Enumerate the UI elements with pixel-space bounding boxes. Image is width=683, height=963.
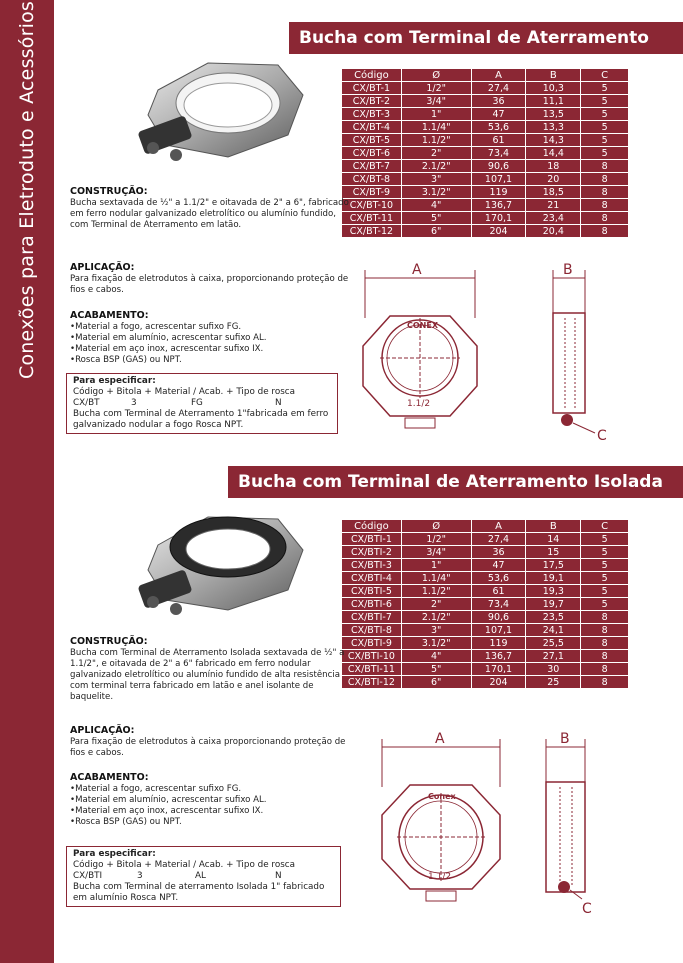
table-cell: 204 bbox=[471, 676, 526, 689]
table-cell: 5 bbox=[581, 147, 629, 160]
table-cell: 5 bbox=[581, 82, 629, 95]
table-cell: 8 bbox=[581, 199, 629, 212]
table-cell: 5 bbox=[581, 533, 629, 546]
aplicacao-text: Para fixação de eletrodutos à caixa proporcionando proteção de fios e cabos. bbox=[70, 737, 346, 758]
table-cell: 107,1 bbox=[471, 624, 526, 637]
table-cell: CX/BT-3 bbox=[342, 108, 402, 121]
table-cell: 6" bbox=[401, 676, 471, 689]
section1-especificar-box bbox=[66, 373, 338, 434]
section2-especificar-box bbox=[66, 846, 341, 907]
example-rosca: N bbox=[275, 871, 282, 881]
especificar-description: Bucha com Terminal de Aterramento 1"fabricada em ferro galvanizado nodular a fogo Rosca NPT. bbox=[73, 409, 329, 430]
table-cell: CX/BT-5 bbox=[342, 134, 402, 147]
table-cell: 3.1/2" bbox=[401, 637, 471, 650]
table-cell: 3/4" bbox=[401, 95, 471, 108]
table-cell: 8 bbox=[581, 225, 629, 238]
table-cell: 20,4 bbox=[526, 225, 581, 238]
table-cell: CX/BT-4 bbox=[342, 121, 402, 134]
table-cell: CX/BT-1 bbox=[342, 82, 402, 95]
table-cell: 2" bbox=[401, 598, 471, 611]
section1-title: Bucha com Terminal de Aterramento bbox=[299, 28, 649, 48]
table-row bbox=[342, 559, 629, 572]
table-cell: 53,6 bbox=[471, 572, 526, 585]
table-cell: 27,4 bbox=[471, 533, 526, 546]
table-cell: 3" bbox=[401, 624, 471, 637]
table-cell: 27,4 bbox=[471, 82, 526, 95]
sidebar-title: Conexões para Eletroduto e Acessórios bbox=[16, 0, 38, 380]
product-photo-bucha bbox=[118, 55, 318, 175]
table-cell: 3" bbox=[401, 173, 471, 186]
table-cell: 1" bbox=[401, 559, 471, 572]
table-cell: 119 bbox=[471, 186, 526, 199]
table-cell: 107,1 bbox=[471, 173, 526, 186]
table-cell: CX/BT-7 bbox=[342, 160, 402, 173]
list-item: • Material a fogo, acrescentar sufixo FG. bbox=[70, 784, 350, 795]
table-cell: 17,5 bbox=[526, 559, 581, 572]
col-header: B bbox=[526, 69, 581, 82]
table-cell: 18 bbox=[526, 160, 581, 173]
table-cell: 5 bbox=[581, 95, 629, 108]
table-cell: 5 bbox=[581, 598, 629, 611]
table-row bbox=[342, 225, 629, 238]
list-item: • Material em alumínio, acrescentar sufixo AL. bbox=[70, 333, 350, 344]
table-cell: 13,3 bbox=[526, 121, 581, 134]
table-cell: 8 bbox=[581, 637, 629, 650]
section1-construcao bbox=[70, 186, 350, 231]
table-cell: CX/BT-6 bbox=[342, 147, 402, 160]
table-row bbox=[342, 82, 629, 95]
table-cell: 204 bbox=[471, 225, 526, 238]
acabamento-heading: ACABAMENTO: bbox=[70, 310, 149, 321]
table-cell: 10,3 bbox=[526, 82, 581, 95]
section2-title: Bucha com Terminal de Aterramento Isolada bbox=[238, 472, 663, 492]
especificar-labels: Código + Bitola + Material / Acab. + Tipo de rosca bbox=[73, 860, 296, 870]
size-label: 1.1/2 bbox=[407, 399, 431, 409]
table-row bbox=[342, 598, 629, 611]
table-cell: 21 bbox=[526, 199, 581, 212]
table-cell: 61 bbox=[471, 585, 526, 598]
list-item: • Material em aço inox, acrescentar sufixo IX. bbox=[70, 344, 350, 355]
table-row bbox=[342, 611, 629, 624]
table-cell: 73,4 bbox=[471, 147, 526, 160]
table-cell: 14,3 bbox=[526, 134, 581, 147]
table-cell: 2" bbox=[401, 147, 471, 160]
table-cell: CX/BT-8 bbox=[342, 173, 402, 186]
example-bitola: 3 bbox=[137, 871, 143, 881]
table-cell: 3/4" bbox=[401, 546, 471, 559]
table-cell: CX/BTI-9 bbox=[342, 637, 402, 650]
table-cell: 1.1/4" bbox=[401, 121, 471, 134]
table-cell: CX/BTI-4 bbox=[342, 572, 402, 585]
table-cell: 8 bbox=[581, 650, 629, 663]
table-cell: 8 bbox=[581, 160, 629, 173]
table-row bbox=[342, 186, 629, 199]
table-row bbox=[342, 572, 629, 585]
table-cell: 53,6 bbox=[471, 121, 526, 134]
table-cell: 15 bbox=[526, 546, 581, 559]
table-cell: CX/BT-2 bbox=[342, 95, 402, 108]
section1-technical-drawing bbox=[345, 258, 635, 453]
table-cell: 5" bbox=[401, 663, 471, 676]
table-row bbox=[342, 663, 629, 676]
dim-label-a: A bbox=[435, 731, 445, 747]
table-cell: CX/BT-9 bbox=[342, 186, 402, 199]
size-label: 1.1/2 bbox=[428, 872, 452, 882]
table-cell: CX/BTI-2 bbox=[342, 546, 402, 559]
table-cell: 4" bbox=[401, 650, 471, 663]
table-row bbox=[342, 173, 629, 186]
sidebar bbox=[0, 0, 54, 963]
table-header-row bbox=[342, 69, 629, 82]
table-cell: 13,5 bbox=[526, 108, 581, 121]
table-cell: 1.1/2" bbox=[401, 134, 471, 147]
table-cell: 47 bbox=[471, 108, 526, 121]
table-cell: 5" bbox=[401, 212, 471, 225]
table-cell: 20 bbox=[526, 173, 581, 186]
list-item: • Material em aço inox, acrescentar sufixo IX. bbox=[70, 806, 350, 817]
example-material: AL bbox=[195, 871, 206, 881]
table-cell: 90,6 bbox=[471, 611, 526, 624]
section2-title-banner bbox=[228, 466, 683, 498]
example-bitola: 3 bbox=[131, 398, 137, 408]
table-cell: 1/2" bbox=[401, 533, 471, 546]
product-photo-bucha-isolada bbox=[118, 505, 318, 625]
section2-aplicacao bbox=[70, 725, 350, 759]
table-row bbox=[342, 546, 629, 559]
table-cell: CX/BTI-5 bbox=[342, 585, 402, 598]
table-cell: 30 bbox=[526, 663, 581, 676]
table-cell: CX/BTI-6 bbox=[342, 598, 402, 611]
col-header: Ø bbox=[401, 520, 471, 533]
table-cell: 23,4 bbox=[526, 212, 581, 225]
table-header-row bbox=[342, 520, 629, 533]
table-row bbox=[342, 676, 629, 689]
acabamento-heading: ACABAMENTO: bbox=[70, 772, 149, 783]
table-cell: 19,7 bbox=[526, 598, 581, 611]
table-cell: CX/BTI-7 bbox=[342, 611, 402, 624]
table-row bbox=[342, 108, 629, 121]
table-row bbox=[342, 160, 629, 173]
dim-label-a: A bbox=[412, 262, 422, 278]
table-cell: CX/BTI-3 bbox=[342, 559, 402, 572]
table-cell: CX/BTI-8 bbox=[342, 624, 402, 637]
table-row bbox=[342, 585, 629, 598]
table-row bbox=[342, 121, 629, 134]
table-cell: 14,4 bbox=[526, 147, 581, 160]
dim-label-c: C bbox=[582, 901, 592, 917]
table-cell: 1" bbox=[401, 108, 471, 121]
table-cell: 8 bbox=[581, 186, 629, 199]
table-row bbox=[342, 147, 629, 160]
table-row bbox=[342, 637, 629, 650]
dim-label-c: C bbox=[597, 428, 607, 444]
section2-technical-drawing bbox=[350, 727, 640, 927]
table-cell: CX/BTI-11 bbox=[342, 663, 402, 676]
especificar-title: Para especificar: bbox=[73, 849, 156, 859]
table-cell: 170,1 bbox=[471, 212, 526, 225]
table-cell: 25,5 bbox=[526, 637, 581, 650]
table-cell: 19,3 bbox=[526, 585, 581, 598]
table-cell: 23,5 bbox=[526, 611, 581, 624]
aplicacao-heading: APLICAÇÃO: bbox=[70, 262, 135, 273]
table-cell: 8 bbox=[581, 624, 629, 637]
table-cell: 36 bbox=[471, 95, 526, 108]
table-cell: 47 bbox=[471, 559, 526, 572]
table-cell: 11,1 bbox=[526, 95, 581, 108]
table-cell: 8 bbox=[581, 663, 629, 676]
table-row bbox=[342, 134, 629, 147]
table-cell: CX/BT-12 bbox=[342, 225, 402, 238]
table-cell: 3.1/2" bbox=[401, 186, 471, 199]
aplicacao-heading: APLICAÇÃO: bbox=[70, 725, 135, 736]
table-cell: 2.1/2" bbox=[401, 160, 471, 173]
table-cell: 36 bbox=[471, 546, 526, 559]
example-material: FG bbox=[191, 398, 203, 408]
especificar-example bbox=[73, 871, 334, 882]
section1-acabamento bbox=[70, 310, 350, 366]
table-cell: 8 bbox=[581, 212, 629, 225]
section2-construcao bbox=[70, 636, 350, 703]
table-cell: 1.1/2" bbox=[401, 585, 471, 598]
table-cell: 61 bbox=[471, 134, 526, 147]
col-header: Ø bbox=[401, 69, 471, 82]
brand-label: Conex bbox=[428, 792, 456, 801]
table-cell: 73,4 bbox=[471, 598, 526, 611]
table-cell: CX/BTI-12 bbox=[342, 676, 402, 689]
table-cell: CX/BTI-1 bbox=[342, 533, 402, 546]
table-cell: 5 bbox=[581, 572, 629, 585]
col-header: C bbox=[581, 69, 629, 82]
col-header: A bbox=[471, 520, 526, 533]
table-cell: 24,1 bbox=[526, 624, 581, 637]
table-row bbox=[342, 624, 629, 637]
table-row bbox=[342, 95, 629, 108]
table-row bbox=[342, 650, 629, 663]
construcao-heading: CONSTRUÇÃO: bbox=[70, 186, 148, 197]
table-cell: 136,7 bbox=[471, 650, 526, 663]
table-cell: 27,1 bbox=[526, 650, 581, 663]
table-cell: 5 bbox=[581, 546, 629, 559]
section1-aplicacao bbox=[70, 262, 350, 296]
table-cell: CX/BTI-10 bbox=[342, 650, 402, 663]
brand-label: CONEX bbox=[407, 321, 438, 330]
table-cell: 8 bbox=[581, 611, 629, 624]
construcao-heading: CONSTRUÇÃO: bbox=[70, 636, 148, 647]
table-cell: 19,1 bbox=[526, 572, 581, 585]
table-cell: 6" bbox=[401, 225, 471, 238]
table-cell: 1.1/4" bbox=[401, 572, 471, 585]
list-item: • Rosca BSP (GAS) ou NPT. bbox=[70, 355, 350, 366]
col-header: C bbox=[581, 520, 629, 533]
table-cell: 5 bbox=[581, 121, 629, 134]
example-code: CX/BT bbox=[73, 398, 100, 408]
table-cell: 5 bbox=[581, 559, 629, 572]
example-code: CX/BTI bbox=[73, 871, 103, 881]
section2-spec-table bbox=[341, 519, 629, 689]
especificar-description: Bucha com Terminal de aterramento Isolada 1" fabricado em alumínio Rosca NPT. bbox=[73, 882, 325, 903]
table-cell: 2.1/2" bbox=[401, 611, 471, 624]
especificar-labels: Código + Bitola + Material / Acab. + Tipo de rosca bbox=[73, 387, 296, 397]
table-cell: 4" bbox=[401, 199, 471, 212]
table-row bbox=[342, 212, 629, 225]
table-cell: CX/BT-10 bbox=[342, 199, 402, 212]
dim-label-b: B bbox=[563, 262, 573, 278]
table-cell: 8 bbox=[581, 173, 629, 186]
table-row bbox=[342, 199, 629, 212]
aplicacao-text: Para fixação de eletrodutos à caixa, proporcionando proteção de fios e cabos. bbox=[70, 274, 349, 295]
example-rosca: N bbox=[275, 398, 282, 408]
construcao-text: Bucha sextavada de ½" a 1.1/2" e oitavada de 2" a 6", fabricado em ferro nodular galvanizado eletrolítico ou alumínio fundido, com Terminal de Aterramento em latão. bbox=[70, 198, 349, 230]
especificar-example bbox=[73, 398, 331, 409]
table-cell: 5 bbox=[581, 134, 629, 147]
table-cell: 170,1 bbox=[471, 663, 526, 676]
table-cell: 5 bbox=[581, 585, 629, 598]
table-cell: 136,7 bbox=[471, 199, 526, 212]
table-cell: CX/BT-11 bbox=[342, 212, 402, 225]
especificar-title: Para especificar: bbox=[73, 376, 156, 386]
col-header: Código bbox=[342, 69, 402, 82]
table-cell: 25 bbox=[526, 676, 581, 689]
table-cell: 5 bbox=[581, 108, 629, 121]
section1-spec-table bbox=[341, 68, 629, 238]
construcao-text: Bucha com Terminal de Aterramento Isolada sextavada de ½" a 1.1/2", e oitavada de 2" a 6" fabricado em ferro nodular galvanizado eletrolítico ou alumínio fundido de alta resistência com terminal terra fabricado em latão e anel isolante de baquelite. bbox=[70, 648, 345, 702]
table-cell: 119 bbox=[471, 637, 526, 650]
list-item: • Rosca BSP (GAS) ou NPT. bbox=[70, 817, 350, 828]
table-cell: 18,5 bbox=[526, 186, 581, 199]
col-header: Código bbox=[342, 520, 402, 533]
table-cell: 1/2" bbox=[401, 82, 471, 95]
list-item: • Material em alumínio, acrescentar sufixo AL. bbox=[70, 795, 350, 806]
section1-title-banner bbox=[289, 22, 683, 54]
col-header: A bbox=[471, 69, 526, 82]
table-cell: 14 bbox=[526, 533, 581, 546]
table-cell: 8 bbox=[581, 676, 629, 689]
section2-acabamento bbox=[70, 772, 350, 828]
col-header: B bbox=[526, 520, 581, 533]
table-row bbox=[342, 533, 629, 546]
table-cell: 90,6 bbox=[471, 160, 526, 173]
list-item: • Material a fogo, acrescentar sufixo FG. bbox=[70, 322, 350, 333]
dim-label-b: B bbox=[560, 731, 570, 747]
